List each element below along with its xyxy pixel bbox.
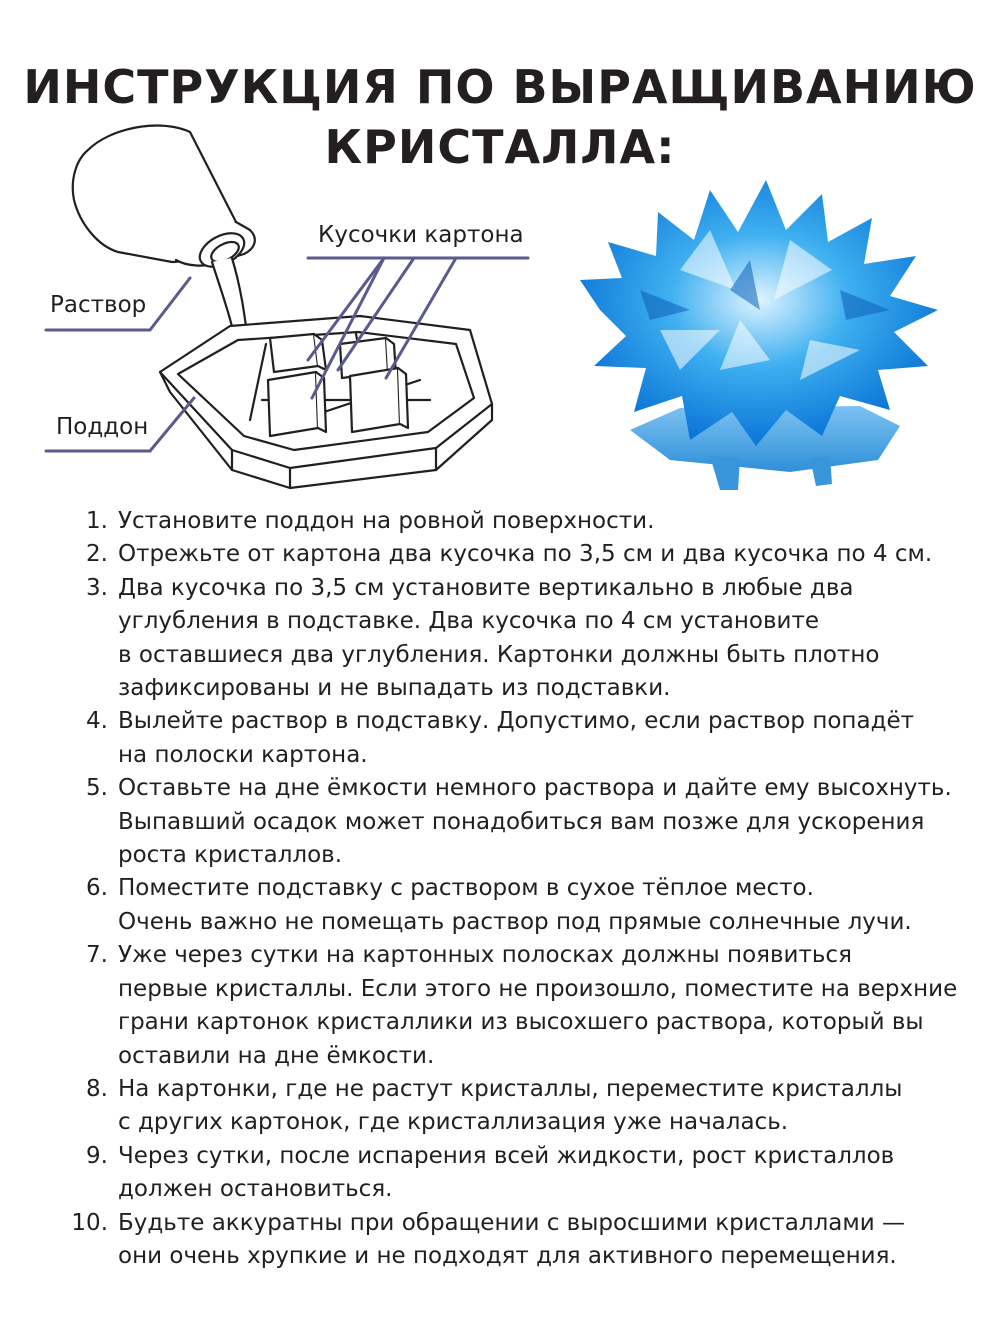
step-text-line: Поместите подставку с раствором в сухое тёплое место. — [118, 875, 814, 902]
step-number: 6. — [86, 875, 108, 902]
step-number: 5. — [86, 775, 108, 802]
step-number: 3. — [86, 574, 108, 601]
step-text-line: Отрежьте от картона два кусочка по 3,5 см и два кусочка по 4 см. — [118, 541, 933, 568]
step-5 — [0, 772, 1000, 872]
label-tray: Поддон — [56, 414, 149, 440]
step-text-line: оставили на дне ёмкости. — [118, 1042, 435, 1069]
step-number: 10. — [71, 1209, 108, 1236]
label-cardboard-pieces: Кусочки картона — [318, 222, 524, 248]
step-3 — [0, 572, 1000, 706]
step-9 — [0, 1140, 1000, 1207]
step-text-line: Установите поддон на ровной поверхности. — [118, 508, 655, 534]
step-number: 9. — [86, 1142, 108, 1169]
step-text-line: Оставьте на дне ёмкости немного раствора и дайте ему высохнуть. — [118, 775, 952, 802]
step-7 — [0, 939, 1000, 1073]
step-number: 7. — [86, 942, 108, 969]
crystal-cluster-icon — [580, 180, 938, 446]
step-text-line: они очень хрупкие и не подходят для активного перемещения. — [118, 1242, 897, 1269]
step-number: 8. — [86, 1075, 108, 1102]
page-title-line1: ИНСТРУКЦИЯ ПО ВЫРАЩИВАНИЮ — [23, 60, 977, 114]
step-text-line: в оставшиеся два углубления. Картонки должны быть плотно — [118, 641, 880, 668]
step-8 — [0, 1073, 1000, 1140]
step-text-line: углубления в подставке. Два кусочка по 4 см установите — [118, 608, 820, 635]
step-text-line: должен остановиться. — [118, 1176, 393, 1203]
step-text-line: Через сутки, после испарения всей жидкости, рост кристаллов — [118, 1142, 895, 1169]
step-text-line: Будьте аккуратны при обращении с выросшими кристаллами — — [118, 1209, 905, 1236]
step-10 — [0, 1207, 1000, 1274]
step-text-line: Два кусочка по 3,5 см установите вертикально в любые два — [118, 574, 854, 601]
step-6 — [0, 872, 1000, 939]
step-4 — [0, 705, 1000, 772]
step-text-line: роста кристаллов. — [118, 842, 343, 869]
step-text-line: с других картонок, где кристаллизация уже началась. — [118, 1109, 789, 1136]
instruction-steps — [0, 505, 1000, 1273]
step-number: 2. — [86, 541, 108, 568]
step-text-line: грани картонок кристаллики из высохшего раствора, который вы — [118, 1009, 924, 1036]
step-text-line: первые кристаллы. Если этого не произошло, поместите на верхние — [118, 975, 958, 1002]
page-title-line2: КРИСТАЛЛА: — [324, 120, 676, 174]
step-text-line: Уже через сутки на картонных полосках должны появиться — [118, 942, 852, 969]
step-number: 1. — [86, 508, 108, 534]
step-text-line: На картонки, где не растут кристаллы, переместите кристаллы — [118, 1075, 903, 1102]
step-text-line: Очень важно не помещать раствор под прямые солнечные лучи. — [118, 908, 912, 935]
step-text-line: на полоски картона. — [118, 741, 368, 768]
step-text-line: Выпавший осадок может понадобиться вам позже для ускорения — [118, 808, 925, 835]
step-text-line: Вылейте раствор в подставку. Допустимо, если раствор попадёт — [118, 708, 915, 735]
step-text-line: зафиксированы и не выпадать из подставки. — [118, 675, 671, 702]
step-2 — [0, 538, 1000, 571]
crystal-illustration — [560, 160, 960, 500]
step-number: 4. — [86, 708, 108, 735]
label-solution: Раствор — [50, 292, 147, 318]
step-1 — [0, 505, 1000, 538]
tray-icon — [160, 316, 492, 488]
